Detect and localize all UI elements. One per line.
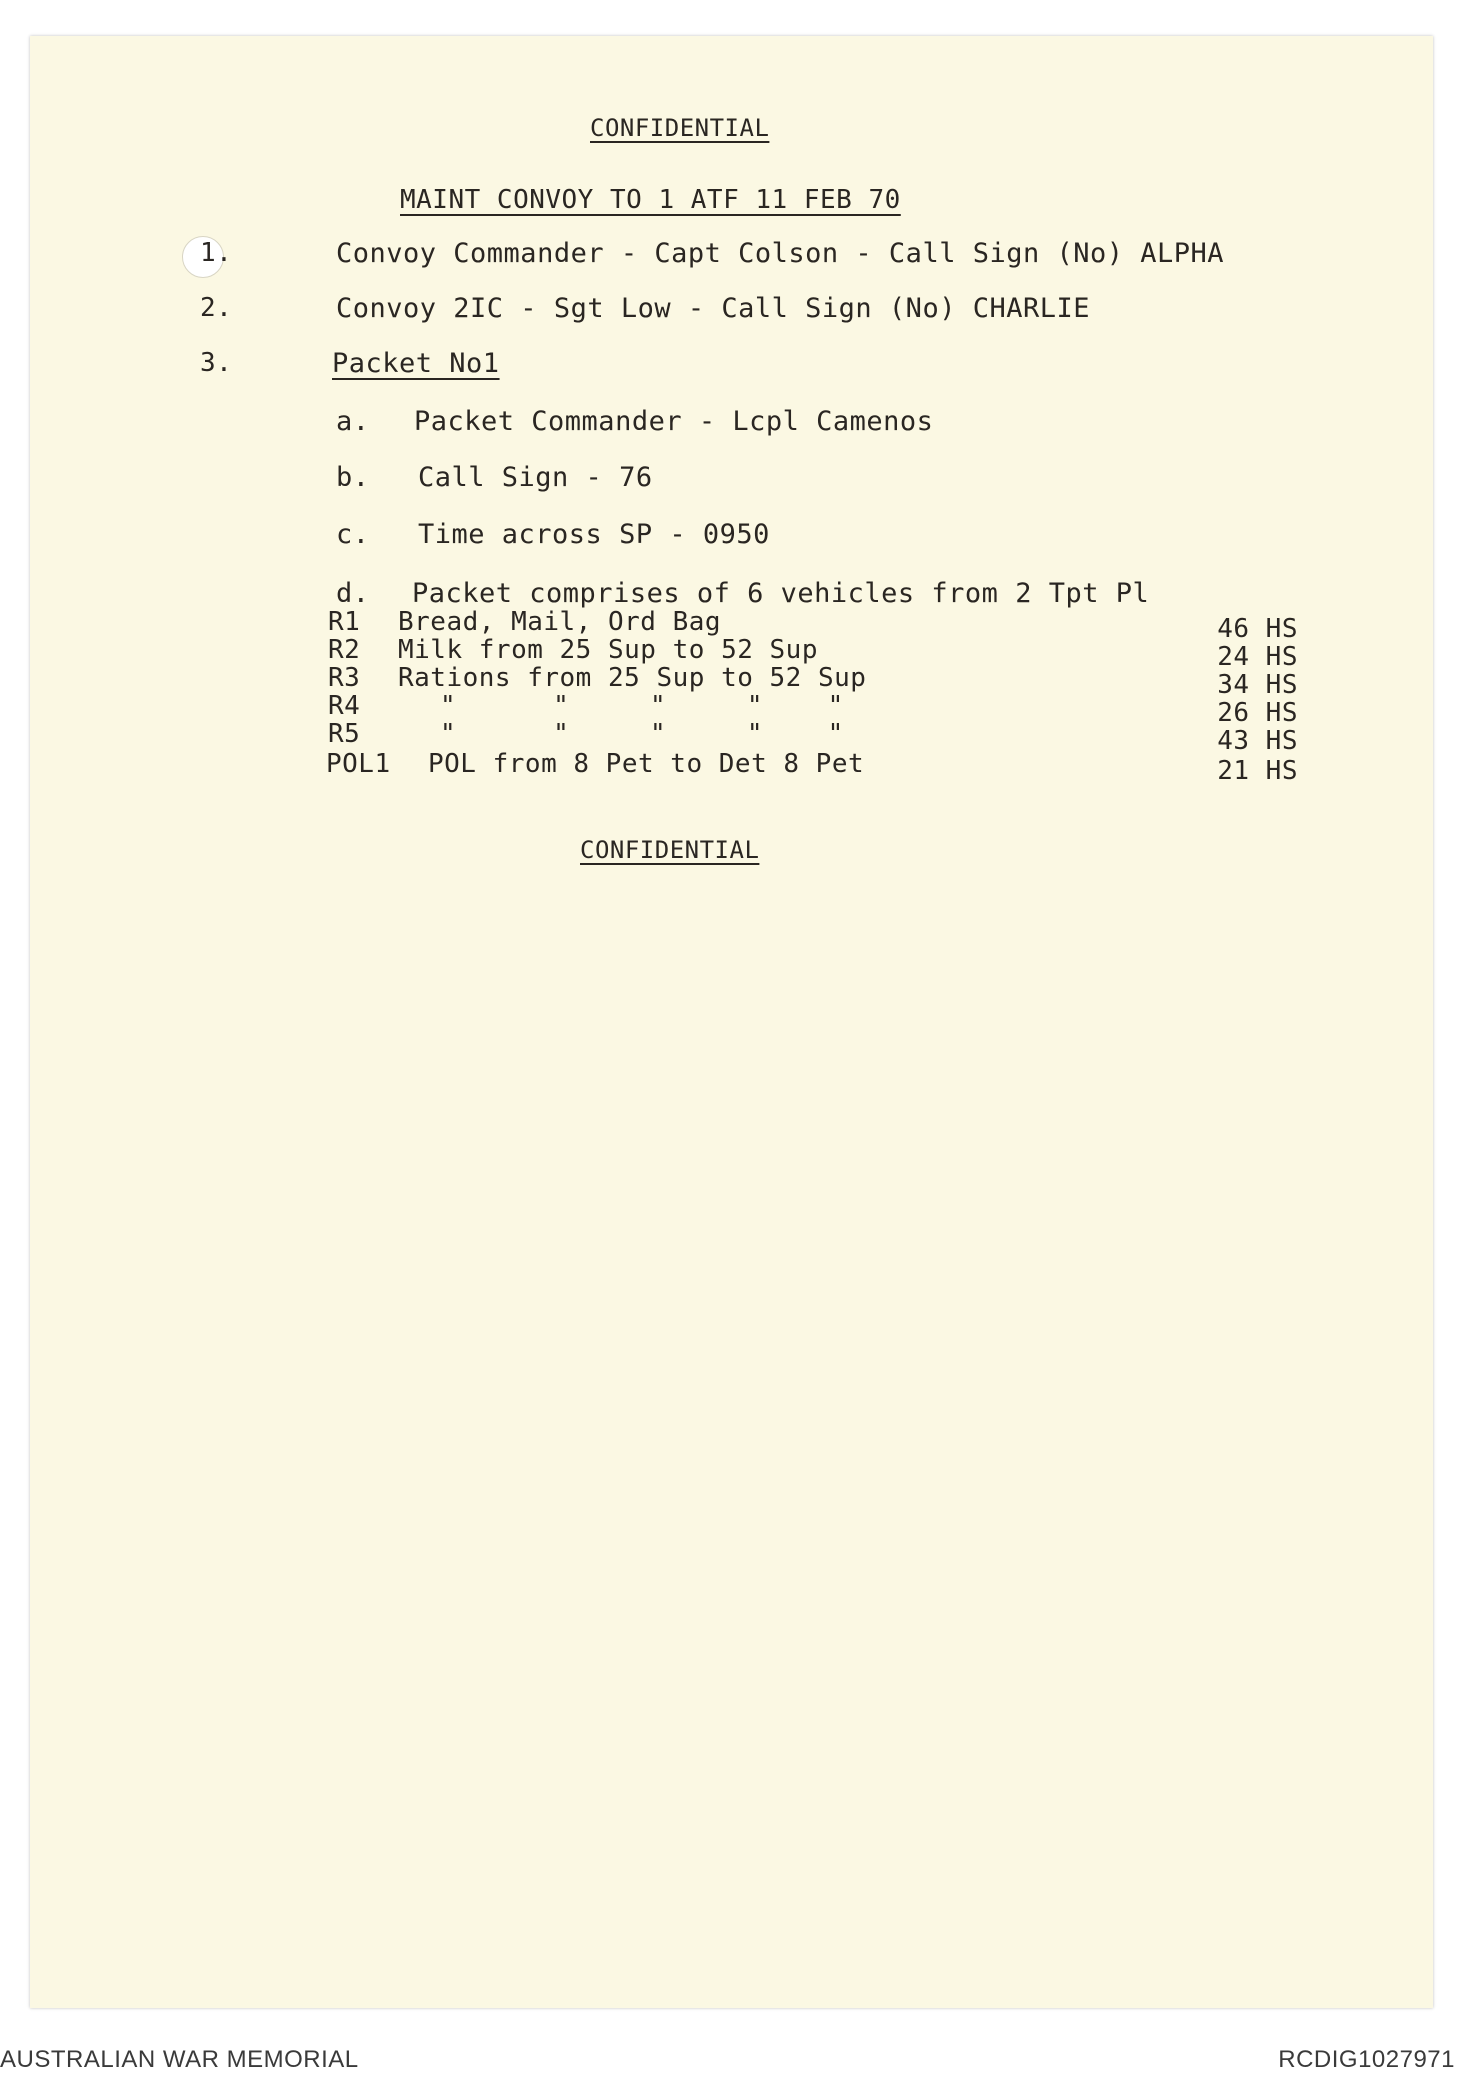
vehicle-hs: 34 HS	[1217, 670, 1298, 700]
archive-id: RCDIG1027971	[1278, 2046, 1455, 2073]
item-1-text: Convoy Commander - Capt Colson - Call Sign (No) ALPHA	[336, 238, 1225, 269]
vehicle-task: " " " " "	[440, 719, 844, 749]
vehicle-hs: 24 HS	[1217, 642, 1298, 672]
classification-bottom: CONFIDENTIAL	[580, 836, 760, 864]
vehicle-id: R2	[328, 635, 361, 665]
vehicle-hs: 26 HS	[1217, 698, 1298, 728]
vehicle-id: R1	[328, 607, 361, 637]
vehicle-task: " " " " "	[440, 691, 844, 721]
vehicle-hs: 43 HS	[1217, 726, 1298, 756]
packet-a-text: Packet Commander - Lcpl Camenos	[414, 406, 934, 437]
packet-heading: Packet No1	[332, 348, 500, 379]
item-2-number: 2.	[200, 293, 233, 323]
item-1-number: 1.	[200, 238, 233, 268]
vehicle-task: POL from 8 Pet to Det 8 Pet	[428, 749, 865, 779]
item-2-text: Convoy 2IC - Sgt Low - Call Sign (No) CHARLIE	[336, 293, 1090, 324]
vehicle-id: POL1	[326, 749, 391, 779]
vehicle-task: Bread, Mail, Ord Bag	[398, 607, 722, 637]
vehicle-task: Milk from 25 Sup to 52 Sup	[398, 635, 818, 665]
archive-name: AUSTRALIAN WAR MEMORIAL	[0, 2046, 359, 2073]
document-title: MAINT CONVOY TO 1 ATF 11 FEB 70	[400, 185, 901, 215]
packet-c-text: Time across SP - 0950	[418, 519, 770, 550]
packet-a-letter: a.	[336, 406, 370, 437]
classification-top: CONFIDENTIAL	[590, 114, 770, 142]
packet-b-text: Call Sign - 76	[418, 462, 653, 493]
vehicle-id: R4	[328, 691, 361, 721]
document-page	[30, 36, 1433, 2008]
packet-d-text: Packet comprises of 6 vehicles from 2 Tpt Pl	[412, 578, 1150, 609]
vehicle-hs: 21 HS	[1217, 756, 1298, 786]
vehicle-id: R3	[328, 663, 361, 693]
vehicle-hs: 46 HS	[1217, 614, 1298, 644]
packet-d-letter: d.	[336, 578, 370, 609]
packet-b-letter: b.	[336, 462, 370, 493]
item-3-number: 3.	[200, 348, 233, 378]
packet-c-letter: c.	[336, 519, 370, 550]
vehicle-task: Rations from 25 Sup to 52 Sup	[398, 663, 867, 693]
vehicle-id: R5	[328, 719, 361, 749]
